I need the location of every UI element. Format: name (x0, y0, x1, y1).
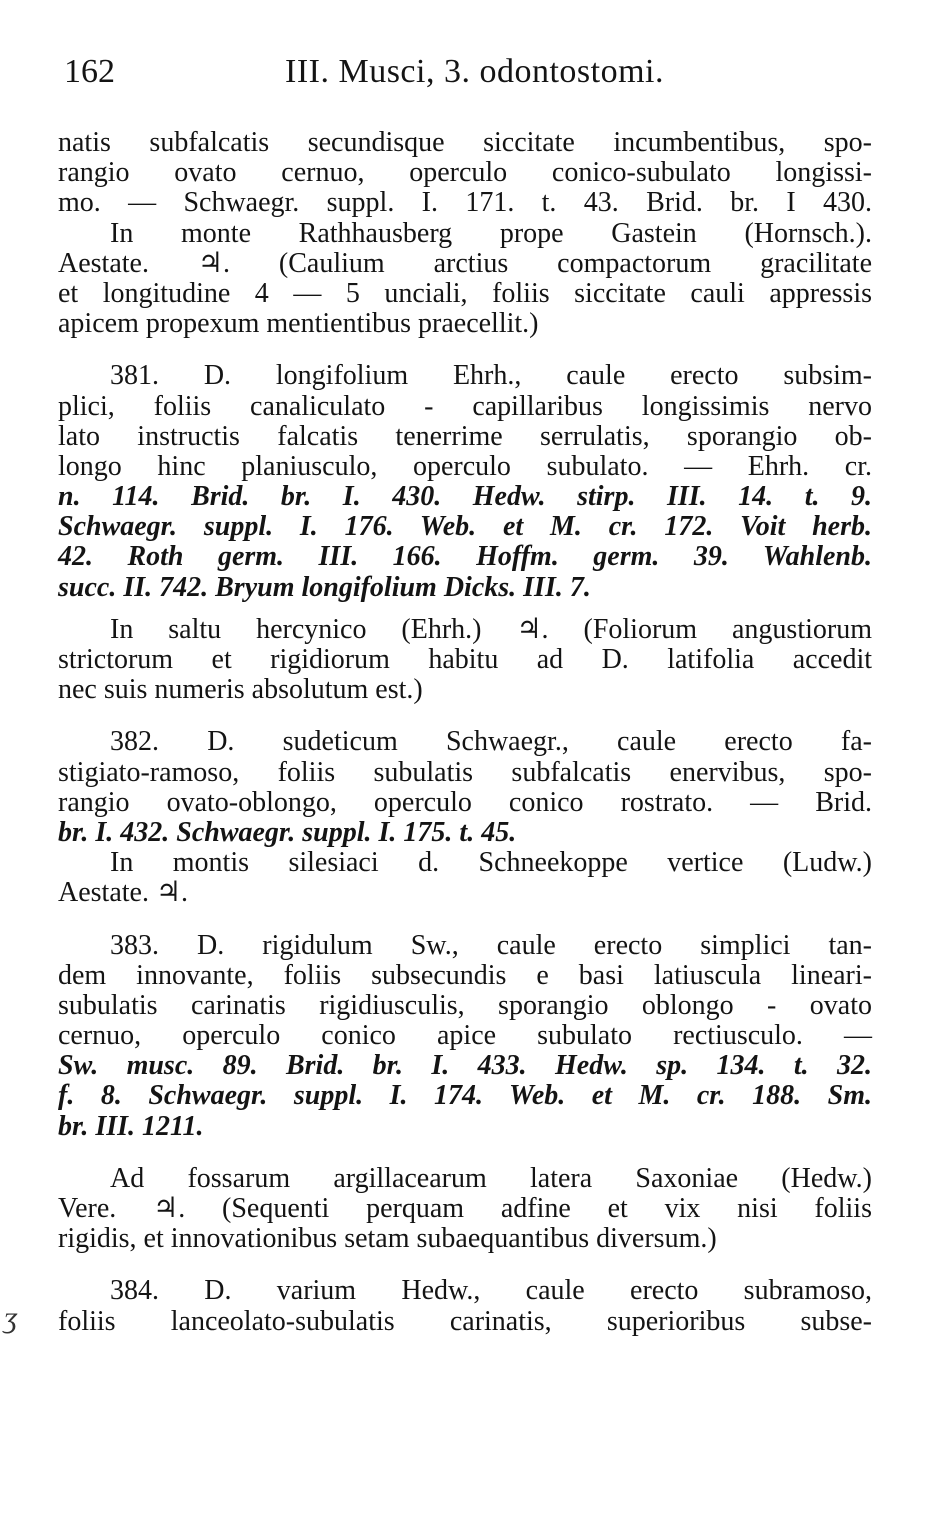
page-header (64, 52, 874, 92)
entry-384 (58, 1276, 872, 1336)
text-line: Vere. ♃. (Sequenti perquam adfine et vix nisi foliis (58, 1193, 872, 1224)
text-line: stigiato-ramoso, foliis subulatis subfalcatis enervibus, spo- (58, 756, 872, 788)
text-line: subulatis carinatis rigidiusculis, sporangio oblongo - ovato (58, 989, 872, 1021)
text-line: rangio ovato-oblongo, operculo conico rostrato. — Brid. (58, 786, 872, 818)
citation-line: 42. Roth germ. III. 166. Hoffm. germ. 39. Wahlenb. (58, 541, 872, 573)
text-line: et longitudine 4 — 5 unciali, foliis siccitate cauli appressis (58, 277, 872, 309)
text-line: longo hinc planiusculo, operculo subulato. — Ehrh. cr. (58, 450, 872, 482)
margin-mark: ʒ (4, 1301, 18, 1334)
page-number: 162 (64, 53, 115, 90)
text-line: cernuo, operculo conico apice subulato rectiusculo. — (58, 1020, 872, 1052)
text-line: plici, foliis canaliculato - capillaribus longissimis nervo (58, 390, 872, 422)
paragraph-continuation (58, 128, 872, 219)
text-line: foliis lanceolato-subulatis carinatis, superioribus subse- (58, 1305, 872, 1337)
text-line: natis subfalcatis secundisque siccitate incumbentibus, spo- (58, 127, 872, 158)
entry-381-habitat (58, 615, 872, 706)
running-head: III. Musci, 3. odontostomi. (285, 53, 664, 90)
text-line: mo. — Schwaegr. suppl. I. 171. t. 43. Brid. br. I 430. (58, 187, 872, 219)
entry-heading-line: 384. D. varium Hedw., caule erecto subramoso, (110, 1275, 872, 1307)
text-line: In montis silesiaci d. Schneekoppe vertice (Ludw.) (110, 847, 872, 879)
entry-381 (58, 361, 872, 603)
entry-383 (58, 931, 872, 1142)
text-line: In monte Rathhausberg prope Gastein (Hornsch.). (110, 217, 872, 249)
body-text (58, 128, 872, 1337)
text-line: Aestate. ♃. (Caulium arctius compactorum gracilitate (58, 247, 872, 279)
citation-line: Schwaegr. suppl. I. 176. Web. et M. cr. 172. Voit herb. (58, 511, 872, 543)
text-line: dem innovante, foliis subsecundis e basi latiuscula lineari- (58, 959, 872, 991)
entry-382 (58, 727, 872, 908)
text-line: nec suis numeris absolutum est.) (58, 674, 423, 706)
entry-heading-line: 381. D. longifolium Ehrh., caule erecto subsim- (110, 360, 872, 392)
text-line: rangio ovato cernuo, operculo conico-subulato longissi- (58, 157, 872, 189)
text-line: rigidis, et innovationibus setam subaequantibus diversum.) (58, 1223, 717, 1255)
text-line: Ad fossarum argillacearum latera Saxoniae (Hedw.) (110, 1162, 872, 1194)
citation-line: f. 8. Schwaegr. suppl. I. 174. Web. et M. cr. 188. Sm. (58, 1080, 872, 1112)
text-line: strictorum et rigidiorum habitu ad D. latifolia accedit (58, 644, 872, 675)
citation-line: Sw. musc. 89. Brid. br. I. 433. Hedw. sp. 134. t. 32. (58, 1050, 872, 1082)
paragraph-habitat (58, 219, 872, 340)
entry-heading-line: 382. D. sudeticum Schwaegr., caule erecto fa- (110, 726, 872, 758)
text-line: apicem propexum mentientibus praecellit.) (58, 308, 539, 340)
entry-heading-line: 383. D. rigidulum Sw., caule erecto simplici tan- (110, 929, 872, 961)
citation-line: br. III. 1211. (58, 1110, 204, 1142)
citation-line: br. I. 432. Schwaegr. suppl. I. 175. t. 45. (58, 816, 517, 848)
entry-383-habitat (58, 1164, 872, 1255)
text-line: lato instructis falcatis tenerrime serrulatis, sporangio ob- (58, 420, 872, 452)
text-line: Aestate. ♃. (58, 877, 189, 909)
citation-line: n. 114. Brid. br. I. 430. Hedw. stirp. III. 14. t. 9. (58, 481, 872, 513)
text-line: In saltu hercynico (Ehrh.) ♃. (Foliorum angustiorum (110, 613, 872, 645)
citation-line: succ. II. 742. Bryum longifolium Dicks. III. 7. (58, 571, 591, 603)
